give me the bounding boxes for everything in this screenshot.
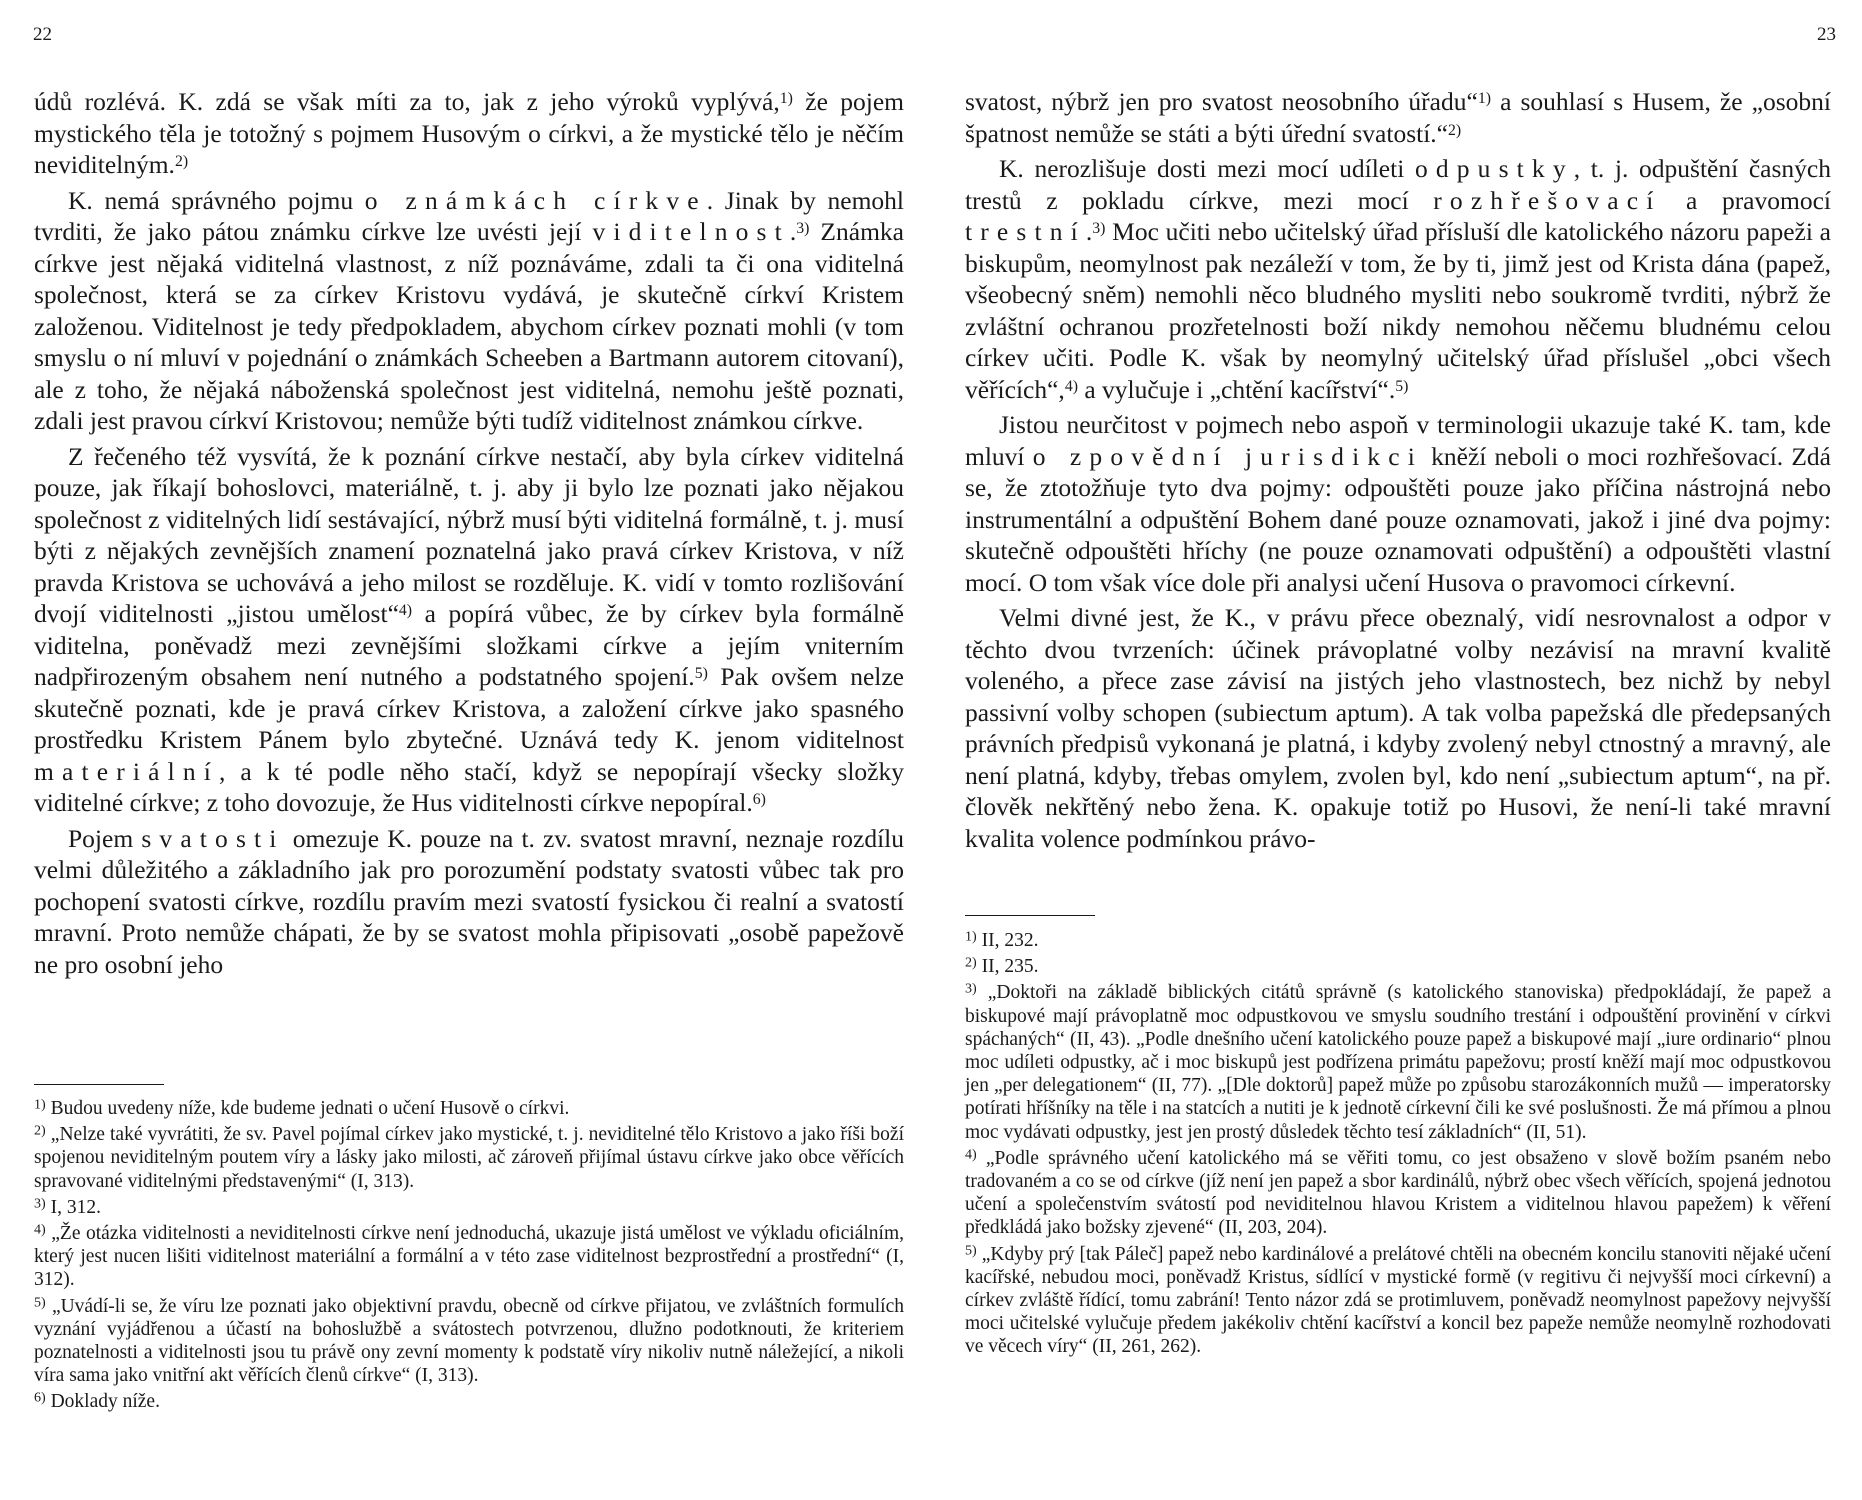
body-paragraph <box>965 409 1831 598</box>
footnote-mark: 1) <box>965 928 977 945</box>
text-run: a popírá vůbec, že by církev byla formálně viditelna, poněvadž mezi zevnějšími složkami církve a jejím vniterním nadpřirozeným obsahem není nutného a podstatného spojení. <box>34 599 904 691</box>
footnote-mark: 3) <box>965 980 977 997</box>
footnote-text: „Nelze také vyvrátiti, že sv. Pavel pojímal církev jako mystické, t. j. neviditelné tělo Kristovo a jako říši boží spojenou neviditelným poutem víry a lásky jako milosti, ač zároveň přijímal ústavu církve jako obce věřících spravované viditelnými představenými“ (I, 313). <box>34 1124 905 1192</box>
body-paragraph <box>34 86 904 181</box>
footnote-divider <box>965 915 1095 916</box>
footnote-ref: 4) <box>1064 377 1078 395</box>
footnote <box>34 1097 904 1120</box>
footnote-ref: 3) <box>1092 219 1106 237</box>
spaced-emphasis: svatosti <box>141 823 285 853</box>
footnote-text: I, 312. <box>50 1196 101 1218</box>
footnote <box>965 1147 1831 1240</box>
footnote-text: Budou uvedeny níže, kde budeme jednati o učení Husově o církvi. <box>50 1098 570 1119</box>
footnote <box>965 929 1831 952</box>
text-run: kněží neboli o moci rozhřešovací. Zdá se, že ztotožňuje tyto dva pojmy: odpouštěti pouze jako příčina nástrojná nebo instrumentální a odpuštění Bohem dané pouze oznamovati, jakož i jiné dva pojmy: skutečně odpouštěti hříchy (ne pouze oznamovati odpuštění) a odpouštěti vlastní mocí. O tom však více dole při analysi učení Husova o pravomoci církevní. <box>965 441 1831 597</box>
footnote-text: „Uvádí-li se, že víru lze poznati jako objektivní pravdu, obecně od církve přijatou, ve zvláštních formulích vyznání vyjádřenou a účastí na bohoslužbě a svátostech potvrzenou, dlužno podotknouti, že kriteriem poznatelnosti a viditelnosti jsou tu právě ony zevní momenty k podstatě víry nikoliv nutně náležející, a nikoli víra sama jako vnitřní akt věřících členů církve“ (I, 313). <box>34 1295 904 1387</box>
text-run: , a k té podle něho stačí, když se nepopírají všecky složky viditelné církve; z toho dovozuje, že Hus viditelnosti církve nepopíral. <box>34 756 904 817</box>
spaced-emphasis: materiální <box>34 756 219 786</box>
footnote <box>34 1196 904 1219</box>
text-run: Velmi divné jest, že K., v právu přece obeznalý, vidí nesrovnalost a odpor v těchto dvou tvrzeních: účinek právoplatné volby nezávisí na mravní kvalitě voleného, a přece zase závisí na jistých jeho vlastnostech, bez nichž by nebyl passivní volby schopen (subiectum aptum). A tak volba papežská dle předepsaných právních předpisů vykonaná je platná, i kdyby zvolený nebyl ctnostný a mravný, ale není platná, kdyby, třebas omylem, zvolen byl, kdo není „subiectum aptum“, na př. člověk nekřtěný nebo žena. K. opakuje totiž po Husovi, že není-li také mravní kvalita volence podmínkou právo- <box>965 603 1831 853</box>
text-run: a pravomocí <box>1661 185 1831 215</box>
footnote <box>34 1390 904 1413</box>
footnote <box>34 1222 904 1292</box>
text-run: a souhlasí s Husem, že „osobní špatnost nemůže se státi a býti úřední svatostí.“ <box>965 87 1831 148</box>
footnote-text: II, 232. <box>981 930 1039 951</box>
footnote-text: II, 235. <box>981 956 1039 978</box>
footnote <box>965 955 1831 978</box>
body-paragraph <box>34 185 904 437</box>
footnote <box>965 1243 1831 1359</box>
spaced-emphasis: rozhřešovací <box>1433 185 1662 215</box>
footnote-ref: 6) <box>752 790 766 808</box>
footnote-mark: 2) <box>34 1122 46 1139</box>
footnote <box>965 981 1831 1143</box>
text-run: . <box>789 217 797 246</box>
footnote-ref: 3) <box>796 219 810 237</box>
text-run: , t. j. odpuštění časných trestů z pokladu církve, mezi mocí <box>965 154 1831 215</box>
footnote-mark: 2) <box>965 954 977 971</box>
spaced-emphasis: trestní <box>965 217 1086 246</box>
text-run: Moc učiti nebo učitelský úřad přísluší dle katolického názoru papeži a biskupům, neomylnost pak nezáleží v tom, že by ti, jimž jest od Krista dána (papež, všeobecný sněm) nemohli něco bludného mysliti nebo soukromě tvrditi, nýbrž že zvláštní ochranou prozřetelnosti boží nikdy nemohou něčemu bludnému celou církev učiti. Podle K. však by neomylný učitelský úřad příslušel „obci všech věřících“, <box>965 217 1831 404</box>
footnote-mark: 3) <box>34 1195 46 1212</box>
footnote-ref: 4) <box>398 601 413 619</box>
text-run: Jistou neurčitost v pojmech nebo aspoň v terminologii ukazuje také K. tam, kde mluví <box>965 410 1831 471</box>
footnote-mark: 5) <box>965 1242 977 1259</box>
footnote-mark: 4) <box>965 1146 977 1163</box>
text-run: údů rozlévá. K. zdá se však míti za to, jak z jeho výroků vyplývá, <box>34 87 780 116</box>
text-run: Pak ovšem nelze skutečně poznati, kde je pravá církev Kristova, a založení církve jako spasného prostředku Kristem Pánem bylo zbytečné. Uznává tedy K. jenom viditelnost <box>34 662 904 754</box>
footnote-text: „Kdyby prý [tak Páleč] papež nebo kardinálové a prelátové chtěli na obecném koncilu stanoviti nějaké učení kacířské, nebudou moci, poněvadž Kristus, sídlící v mystické formě (v regitivu či nejvyšší moci církevní) a církev zvláště řídící, tomu zabrání! Tento názor zdá se protimluvem, poněvadž neomylnost papežovy nejvyšší moci učitelské vylučuje předem jakékoliv chtění kacířství a koncil bez papeže nemůže neomylně rozhodovati ve věcech víry“ (II, 261, 262). <box>965 1243 1832 1358</box>
text-run: K. nerozlišuje dosti mezi mocí udíleti <box>999 154 1415 183</box>
text-run: K. nemá správného pojmu <box>68 185 365 215</box>
footnotes <box>965 929 1831 1362</box>
spaced-emphasis: o známkách církve <box>364 185 707 215</box>
footnote-mark: 6) <box>34 1389 46 1406</box>
text-run: Z řečeného též vysvítá, že k poznání církve nestačí, aby byla církev viditelná pouze, jak říkají bohoslovci, materiálně, t. j. aby ji bylo lze poznati jako nějakou společnost z viditelných lidí sestávající, nýbrž musí býti viditelná formálně, t. j. musí býti z nějakých zevnějších znamení poznatelná jako pravá církev Kristova, v níž pravda Kristova se uchovává a jeho milost se rozděluje. K. vidí v tomto rozlišování dvojí viditelnosti „jistou umělost“ <box>34 441 904 628</box>
text-run: Známka církve jest nějaká viditelná vlastnost, z níž poznáváme, zdali ta či ona viditelná společnost, která se za církev Kristovu vydává, je skutečně církví Kristem založenou. Viditelnost je tedy předpokladem, abychom církev poznati mohli (v tom smyslu o ní mluví v pojednání o známkách Scheeben a Bartmann autorem citovaní), ale z toho, že nějaká náboženská společnost jest viditelná, nemohu ještě poznati, zdali jest pravou církví Kristovou; nemůže býti tudíž viditelnost známkou církve. <box>34 217 904 435</box>
footnote-text: „Podle správného učení katolického má se věřiti tomu, co jest obsaženo v slově božím psaném nebo tradovaném a co se od církve (jíž není jen papež a sbor kardinálů, nýbrž obec všech věřících, spojená jednotou učení a společenstvím svátostí pod neviditelnou hlavou Kristem a viditelnou hlavou papežem) k věření předkládá jako božsky zjevené“ (II, 203, 204). <box>965 1147 1831 1239</box>
footnote-text: „Doktoři na základě biblických citátů správně (s katolického stanoviska) předpokládají, že papež a biskupové mají právoplatně moc odpustkovou ve smyslu soudního trestání i odpouštění provinění v církvi spáchaných“ (II, 43). „Podle dnešního učení katolického pouze papež a biskupové mají „iure ordinario“ plnou moc udíleti odpustky, ač i moc biskupů jest podřízena primátu papežovu; prostí kněží mají moc odpustkovou jen „per delegationem“ (II, 77). „[Dle doktorů] papež může po způsobu starozákonních mužů — imperatorsky potírati hříšníky na těle i na statcích a nutiti je k jednotě církevní čili ke své poslušnosti. Že má přímou a plnou moc vydávati odpustky, jest jen prostý důsledek těchto tesí základních“ (II, 51). <box>965 982 1831 1143</box>
footnote <box>34 1123 904 1193</box>
footnote-ref: 2) <box>174 152 189 170</box>
footnote-divider <box>34 1084 164 1085</box>
text-run: . <box>1085 217 1093 246</box>
body-paragraph <box>965 86 1831 149</box>
page-number: 23 <box>1817 24 1836 45</box>
spaced-emphasis: o zpovědní jurisdikci <box>1032 441 1423 471</box>
footnote-mark: 1) <box>34 1096 46 1113</box>
footnote-mark: 5) <box>34 1294 46 1311</box>
body-paragraph <box>34 441 904 819</box>
footnote-ref: 1) <box>1477 89 1491 107</box>
text-run: že pojem mystického těla je totožný s pojmem Husovým o církvi, a že mystické tělo je něčím neviditelným. <box>34 87 904 179</box>
body-paragraph <box>34 823 904 981</box>
text-run: . Jinak by nemohl tvrditi, že jako pátou známku církve lze uvésti její <box>34 185 904 246</box>
body-paragraph <box>965 602 1831 854</box>
text-run: Pojem <box>68 823 142 853</box>
main-text <box>965 86 1831 858</box>
footnote <box>34 1295 904 1388</box>
footnote-ref: 5) <box>1395 377 1409 395</box>
footnote-ref: 1) <box>779 89 793 107</box>
footnote-text: Doklady níže. <box>50 1391 160 1413</box>
page-number: 22 <box>33 24 52 45</box>
right-page <box>931 0 1862 1500</box>
body-paragraph <box>965 153 1831 405</box>
footnote-mark: 4) <box>34 1221 46 1238</box>
footnote-ref: 2) <box>1447 121 1462 139</box>
footnotes <box>34 1097 904 1417</box>
text-run: svatost, nýbrž jen pro svatost neosobního úřadu“ <box>965 87 1478 116</box>
footnote-ref: 5) <box>694 664 708 682</box>
spaced-emphasis: odpustky <box>1414 154 1574 183</box>
spaced-emphasis: viditelnost <box>592 217 790 246</box>
text-run: omezuje K. pouze na t. zv. svatost mravní, neznaje rozdílu velmi důležitého a základního jak pro porozumění podstaty svatosti vůbec tak pro pochopení svatosti církve, rozdílu pravím mezi svatostí fysickou či realní a svatostí mravní. Proto nemůže chápati, že by se svatost mohla připisovati „osobě papežově ne pro osobní jeho <box>34 823 904 979</box>
text-run: a vylučuje i „chtění kacířství“. <box>1077 374 1396 404</box>
main-text <box>34 86 904 984</box>
footnote-text: „Že otázka viditelnosti a neviditelnosti církve není jednoduchá, ukazuje jistá umělost ve výkladu oficiálním, který jest nucen lišiti viditelnost materiální a formální a v této zase viditelnost bezprostřední a prostřední“ (I, 312). <box>34 1223 905 1291</box>
